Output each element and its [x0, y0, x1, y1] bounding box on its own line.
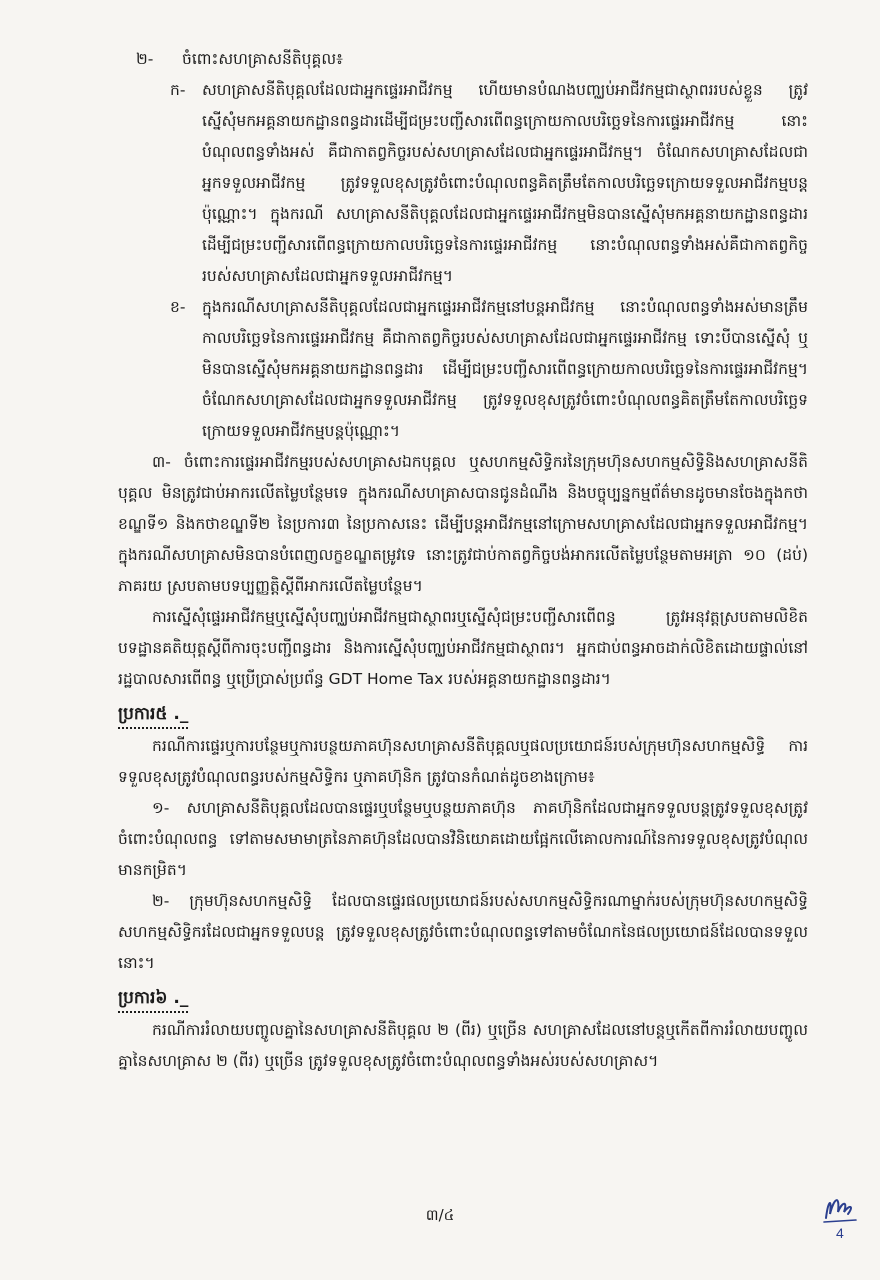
section-2-number: ២-	[136, 50, 154, 68]
section-2-title: ចំពោះសហគ្រាសនីតិបុគ្គល៖	[182, 50, 343, 68]
article-5-heading: ប្រការ៥ ._	[118, 701, 188, 729]
article-6-text: ករណីការរំលាយបញ្ចូលគ្នានៃសហគ្រាសនីតិបុគ្គល ២ (ពីរ) ឬច្រើន សហគ្រាសដែលនៅបន្តឬកើតពីការរំលាយបញ្ចូលគ្នានៃសហគ្រាស ២ (ពីរ) ឬច្រើន ត្រូវទទួលខុសត្រូវចំពោះបំណុលពន្ធទាំងអស់របស់សហគ្រាស។	[118, 1021, 808, 1070]
item-number: ខ-	[170, 298, 186, 316]
article-5-item-1	[118, 793, 808, 886]
article-5-intro: ករណីការផ្ទេរឬការបន្ថែមឬការបន្ថយភាគហ៊ុនសហគ្រាសនីតិបុគ្គលឬផលប្រយោជន៍របស់ក្រុមហ៊ុនសហកម្មសិទ្ធិ ការទទួលខុសត្រូវបំណុលពន្ធរបស់កម្មសិទ្ធិករ ឬភាគហ៊ុនិក ត្រូវបានកំណត់ដូចខាងក្រោម៖	[118, 737, 808, 786]
article-5	[118, 695, 808, 979]
section-2	[118, 44, 808, 75]
page-number: ៣/៤	[425, 1206, 455, 1224]
item-number: ២-	[152, 892, 170, 910]
article-5-item-2	[118, 886, 808, 979]
item-text: ក្រុមហ៊ុនសហកម្មសិទ្ធិ ដែលបានផ្ទេរផលប្រយោជន៍របស់សហកម្មសិទ្ធិករណាម្នាក់របស់ក្រុមហ៊ុនសហកម្មសិទ្ធិ សហកម្មសិទ្ធិករដែលជាអ្នកទទួលបន្ត ត្រូវទទួលខុសត្រូវចំពោះបំណុលពន្ធទៅតាមចំណែកនៃផលប្រយោជន៍ដែលបានទទួលនោះ។	[118, 892, 808, 972]
request-paragraph: ការស្នើសុំផ្ទេរអាជីវកម្មឬស្នើសុំបញ្ឈប់អាជីវកម្មជាស្ថាពរឬស្នើសុំជម្រះបញ្ជីសារពើពន្ធ ត្រូវអនុវត្តស្របតាមលិខិតបទដ្ឋានគតិយុត្តស្តីពីការចុះបញ្ជីពន្ធដារ និងការស្នើសុំបញ្ឈប់អាជីវកម្មជាស្ថាពរ។ អ្នកជាប់ពន្ធអាចដាក់លិខិតដោយផ្ទាល់នៅរដ្ឋបាលសារពើពន្ធ ឬប្រើប្រាស់ប្រព័ន្ធ GDT Home Tax របស់អគ្គនាយកដ្ឋានពន្ធដារ។	[118, 608, 808, 688]
item-text: សហគ្រាសនីតិបុគ្គលដែលបានផ្ទេរឬបន្ថែមឬបន្ថយភាគហ៊ុន ភាគហ៊ុនិកដែលជាអ្នកទទួលបន្តត្រូវទទួលខុសត្រូវចំពោះបំណុលពន្ធ ទៅតាមសមាមាត្រនៃភាគហ៊ុនដែលបានវិនិយោគដោយផ្អែកលើគោលការណ៍នៃការទទួលខុសត្រូវបំណុលមានកម្រិត។	[118, 799, 808, 879]
section-3	[118, 447, 808, 602]
section-2-item-a	[118, 75, 808, 292]
initial-digit: 4	[836, 1225, 844, 1240]
item-text: សហគ្រាសនីតិបុគ្គលដែលជាអ្នកផ្ទេរអាជីវកម្ម ហើយមានបំណងបញ្ឈប់អាជីវកម្មជាស្ថាពររបស់ខ្លួន ត្រូវស្នើសុំមកអគ្គនាយកដ្ឋានពន្ធដារដើម្បីជម្រះបញ្ជីសារពើពន្ធក្រោយកាលបរិច្ឆេទនៃការផ្ទេរអាជីវកម្ម នោះបំណុលពន្ធទាំងអស់ គឺជាកាតព្វកិច្ចរបស់សហគ្រាសដែលជាអ្នកផ្ទេរអាជីវកម្ម។ ចំណែកសហគ្រាសដែលជាអ្នកទទួលអាជីវកម្ម ត្រូវទទួលខុសត្រូវចំពោះបំណុលពន្ធគិតត្រឹមតែកាលបរិច្ឆេទក្រោយទទួលអាជីវកម្មបន្តប៉ុណ្ណោះ។ ក្នុងករណី សហគ្រាសនីតិបុគ្គលដែលជាអ្នកផ្ទេរអាជីវកម្មមិនបានស្នើសុំមកអគ្គនាយកដ្ឋានពន្ធដារដើម្បីជម្រះបញ្ជីសារពើពន្ធក្រោយកាលបរិច្ឆេទនៃការផ្ទេរអាជីវកម្ម នោះបំណុលពន្ធទាំងអស់គឺជាកាតព្វកិច្ចរបស់សហគ្រាសដែលជាអ្នកទទួលអាជីវកម្ម។	[202, 81, 808, 285]
article-6	[118, 979, 808, 1077]
item-number: ក-	[170, 81, 186, 99]
initials-signature-icon	[818, 1188, 862, 1240]
item-text: ក្នុងករណីសហគ្រាសនីតិបុគ្គលដែលជាអ្នកផ្ទេរអាជីវកម្មនៅបន្តអាជីវកម្ម នោះបំណុលពន្ធទាំងអស់មានត្រឹមកាលបរិច្ឆេទនៃការផ្ទេរអាជីវកម្ម គឺជាកាតព្វកិច្ចរបស់សហគ្រាសដែលជាអ្នកផ្ទេរអាជីវកម្ម ទោះបីបានស្នើសុំ ឬមិនបានស្នើសុំមកអគ្គនាយកដ្ឋានពន្ធដារ ដើម្បីជម្រះបញ្ជីសារពើពន្ធក្រោយកាលបរិច្ឆេទនៃការផ្ទេរអាជីវកម្ម។ ចំណែកសហគ្រាសដែលជាអ្នកទទួលអាជីវកម្ម ត្រូវទទួលខុសត្រូវចំពោះបំណុលពន្ធគិតត្រឹមតែកាលបរិច្ឆេទក្រោយទទួលអាជីវកម្មបន្តប៉ុណ្ណោះ។	[202, 298, 808, 440]
document-body	[118, 44, 808, 1077]
article-6-heading: ប្រការ៦ ._	[118, 985, 188, 1013]
item-number: ១-	[152, 799, 170, 817]
section-3-number: ៣-	[152, 453, 171, 471]
section-2-item-b	[118, 292, 808, 447]
section-3-text: ចំពោះការផ្ទេរអាជីវកម្មរបស់សហគ្រាសឯកបុគ្គល ឬសហកម្មសិទ្ធិករនៃក្រុមហ៊ុនសហកម្មសិទ្ធិនិងសហគ្រាសនីតិបុគ្គល មិនត្រូវជាប់អាករលើតម្លៃបន្ថែមទេ ក្នុងករណីសហគ្រាសបានជូនដំណឹង និងបច្ចុប្បន្នកម្មព័ត៌មានដូចមានចែងក្នុងកថាខណ្ឌទី១ និងកថាខណ្ឌទី២ នៃប្រការ៣ នៃប្រកាសនេះ ដើម្បីបន្តអាជីវកម្មនៅក្រោមសហគ្រាសដែលជាអ្នកទទួលអាជីវកម្ម។ ក្នុងករណីសហគ្រាសមិនបានបំពេញលក្ខខណ្ឌតម្រូវទេ នោះត្រូវជាប់កាតព្វកិច្ចបង់អាករលើតម្លៃបន្ថែមតាមអត្រា ១០ (ដប់) ភាគរយ ស្របតាមបទប្បញ្ញត្តិស្តីពីអាករលើតម្លៃបន្ថែម។	[118, 453, 808, 595]
